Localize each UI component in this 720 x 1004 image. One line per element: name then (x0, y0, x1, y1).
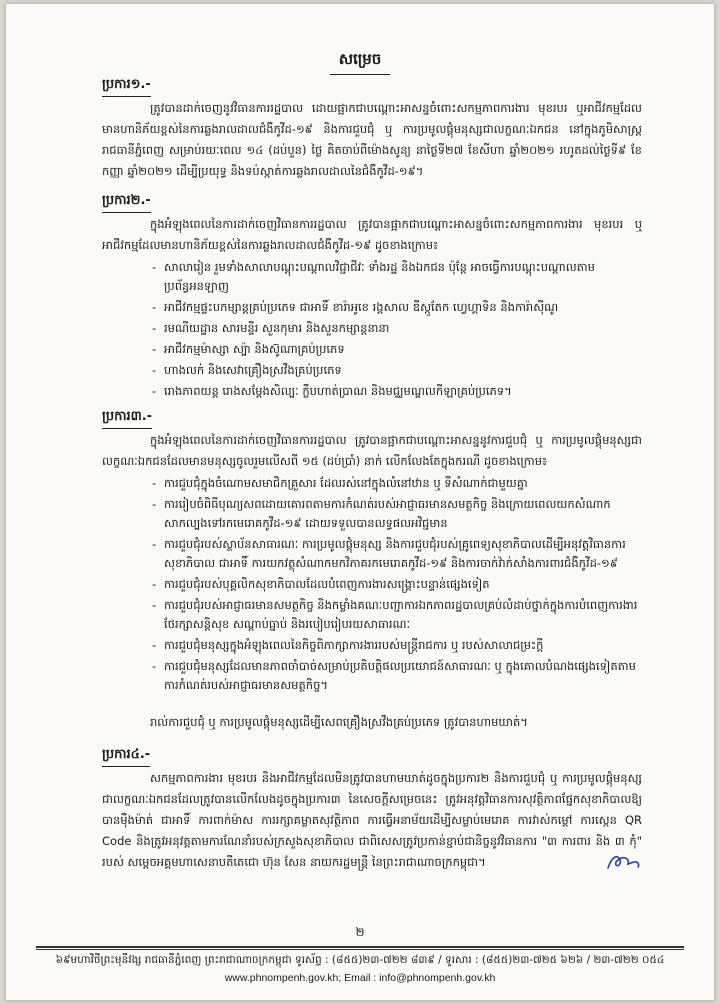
list-item: - ការជួបជុំរបស់បុគ្គលិកសុខាភិបាលដែលបំពេញការងារសង្គ្រោះបន្ទាន់ផ្សេងទៀត (152, 575, 644, 594)
list-item: - ការជួបជុំមនុស្សក្នុងអំឡុងពេលនៃកិច្ចពិភាក្សាការងាររបស់មន្ត្រីរាជការ ឬ របស់សាលាជម្រះក្ដី (152, 636, 644, 655)
list-item: - ការជួបជុំមនុស្សដែលមានភាពចាំបាច់សម្រាប់ប្រតិបត្តិផលប្រយោជន៍សាធារណៈ ឬ ក្នុងគោលបំណងផ្សេងទៀតតាមការកំណត់របស់អាជ្ញាធរមានសមត្ថកិច្ច។ (152, 657, 644, 695)
article-1-label: ប្រការ១.- (102, 76, 151, 97)
heading-text: សម្រេច (338, 50, 382, 68)
list-item: - រមណីយដ្ឋាន សារមន្ទីរ សួនកុមារ និងសួនកម្សាន្តនានា (152, 319, 644, 338)
list-item: - រោងភាពយន្ត រោងសម្ដែងសិល្បៈ ក្លឹបហាត់ប្រាណ និងមជ្ឈមណ្ឌលកីឡាគ្រប់ប្រភេទ។ (152, 382, 644, 401)
footer-contact: www.phnompenh.gov.kh; Email : info@phnompenh.gov.kh (224, 972, 496, 984)
article-2-body: ក្នុងអំឡុងពេលនៃការដាក់ចេញវិធានការរដ្ឋបាល ត្រូវបានផ្អាកជាបណ្ដោះអាសន្នចំពោះសកម្មភាពការងារ មុខរបរ ឬ អាជីវកម្មដែលមានហានិភ័យខ្ពស់នៃការឆ្លងរាលដាលជំងឺកូវីដ-១៩ ដូចខាងក្រោម៖ (102, 217, 642, 252)
list-item: - អាជីវកម្មម៉ាស្សា ស្ប៉ា និងស៊ូណាគ្រប់ប្រភេទ (152, 340, 644, 359)
article-3-label: ប្រការ៣.- (102, 408, 152, 429)
article-3-closing: រាល់ការជួបជុំ ឬ ការប្រមូលផ្ដុំមនុស្សដើម្បីសេពគ្រឿងស្រវឹងគ្រប់ប្រភេទ ត្រូវបានហាមឃាត់។ (150, 715, 528, 729)
list-item: - ការជួបជុំក្នុងចំណោមសមាជិកគ្រួសារ ដែលរស់នៅក្នុងលំនៅឋាន ឬ ទីសំណាក់ជាមួយគ្នា (152, 474, 644, 493)
article-1-body: ត្រូវបានដាក់ចេញនូវវិធានការរដ្ឋបាល ដោយផ្អាកជាបណ្ដោះអាសន្នចំពោះសកម្មភាពការងារ មុខរបរ ឬអាជីវកម្មដែលមានហានិភ័យខ្ពស់នៃការឆ្លងរាលដាលជំងឺកូវីដ-១៩ និងការជួបជុំ ឬ ការប្រមូលផ្ដុំមនុស្សជាលក្ខណៈឯកជន នៅក្នុងភូមិសាស្ត្ររាជធានីភ្នំពេញ សម្រាប់រយៈពេល ១៤ (ដប់បួន) ថ្ងៃ គិតចាប់ពីម៉ោងសូន្យ នាថ្ងៃទី២៧ ខែសីហា ឆ្នាំ២០២១ រហូតដល់ថ្ងៃទី៩ ខែកញ្ញា ឆ្នាំ២០២១ ដើម្បីប្រយុទ្ធ និងទប់ស្កាត់ការឆ្លងរាលដាលនៃជំងឺកូវីដ-១៩។ (102, 101, 642, 178)
footer-divider (36, 946, 684, 948)
handwritten-initial (604, 852, 644, 872)
decision-heading (6, 50, 714, 75)
article-2-list (152, 258, 644, 403)
article-4-label: ប្រការ៤.- (102, 746, 150, 767)
list-item: - ការជួបជុំរបស់ស្ថាប័នសាធារណៈ ការប្រមូលផ្ដុំមនុស្ស និងការជួបជុំរបស់គ្រូពេទ្យសុខាភិបាលដើម្បីអនុវត្តវិធានការសុខាភិបាល ជាអាទិ៍ ការយកវត្ថុសំណាកមកវិភាគរកមេរោគកូវីដ-១៩ និងការចាក់វ៉ាក់សាំងការពារជំងឺកូវីដ-១៩ (152, 535, 644, 573)
article-2-label: ប្រការ២.- (102, 192, 151, 213)
list-item: - អាជីវកម្មផ្ទះបកម្សាន្តគ្រប់ប្រភេទ ជាអាទិ៍ ខារ៉ាអូខេ រង្គសាល ឌីស្កូតែក ហ្វេហ្គាទិន និងការ៉ាស៊ីណូ (152, 298, 644, 317)
list-item: - ហាងលក់ និងសេវាគ្រឿងស្រវឹងគ្រប់ប្រភេទ (152, 361, 644, 380)
heading-underline (330, 74, 390, 75)
page-number: ២ (355, 925, 365, 939)
article-4-body: សកម្មភាពការងារ មុខរបរ និងអាជីវកម្មដែលមិនត្រូវបានហាមឃាត់ដូចក្នុងប្រការ២ និងការជួបជុំ ឬ ការប្រមូលផ្ដុំមនុស្សជាលក្ខណៈឯកជនដែលត្រូវបានលើកលែងដូចក្នុងប្រការ៣ នៃសេចក្ដីសម្រេចនេះ ត្រូវអនុវត្តវិធានការសុវត្ថិភាពផ្នែកសុខាភិបាលឱ្យបានម៉ឺងម៉ាត់ ជាអាទិ៍ ការពាក់ម៉ាស ការរក្សាគម្លាតសុវត្ថិភាព ការធ្វើអនាម័យដើម្បីសម្លាប់មេរោគ ការវាស់កម្ដៅ ការស្កេន QR Code និងត្រូវអនុវត្តតាមការណែនាំរបស់ក្រសួងសុខាភិបាល ជាពិសេសត្រូវប្រកាន់ខ្ជាប់ជានិច្ចនូវវិធានការ "៣ ការពារ និង ៣ កុំ" របស់ សម្ដេចអគ្គមហាសេនាបតីតេជោ ហ៊ុន សែន នាយករដ្ឋមន្ត្រី នៃព្រះរាជាណាចក្រកម្ពុជា។ (102, 771, 642, 869)
article-3-body: ក្នុងអំឡុងពេលនៃការដាក់ចេញវិធានការរដ្ឋបាល ត្រូវបានផ្អាកជាបណ្ដោះអាសន្ននូវការជួបជុំ ឬ ការប្រមូលផ្ដុំមនុស្សជាលក្ខណៈឯកជនដែលមានមនុស្សចូលរួមលើសពី ១៥ (ដប់ប្រាំ) នាក់ លើកលែងតែក្នុងករណី ដូចខាងក្រោម៖ (102, 433, 642, 468)
list-item: - សាលារៀន រួមទាំងសាលាបណ្ដុះបណ្ដាលវិជ្ជាជីវៈ ទាំងរដ្ឋ និងឯកជន ប៉ុន្តែ អាចធ្វើការបណ្ដុះបណ្ដាលតាមប្រព័ន្ធអនឡាញ (152, 258, 644, 296)
footer-address: ៦៩មហាវិថីព្រះមុនីវង្ស រាជធានីភ្នំពេញ ព្រះរាជាណាចក្រកម្ពុជា ទូរស័ព្ទ : (៨៥៥)២៣-៧២២ ៨៣៩ / ទូរសារ : (៨៥៥)២៣-៧២៥ ៦២៦ / ២៣-៧២២ ០៥៤ (55, 954, 665, 966)
footer-divider-thin (36, 949, 684, 950)
document-page (6, 4, 714, 1000)
list-item: - ការជួបជុំរបស់អាជ្ញាធរមានសមត្ថកិច្ច និងកម្លាំងគណៈបញ្ជាការឯកភាពរដ្ឋបាលគ្រប់លំដាប់ថ្នាក់ក្នុងការបំពេញការងារថែរក្សាសន្តិសុខ សណ្ដាប់ធ្នាប់ និងរបៀបរៀបរយសាធារណៈ (152, 596, 644, 634)
list-item: - ការរៀបចំពិធីបុណ្យសពដោយគោរពតាមការកំណត់របស់អាជ្ញាធរមានសមត្ថកិច្ច និងក្រោយពេលយកសំណាកសាកល្បងទៅរកមេរោគកូវីដ-១៩ ដោយទទួលបានលទ្ធផលអវិជ្ជមាន (152, 495, 644, 533)
article-3-list (152, 474, 644, 697)
